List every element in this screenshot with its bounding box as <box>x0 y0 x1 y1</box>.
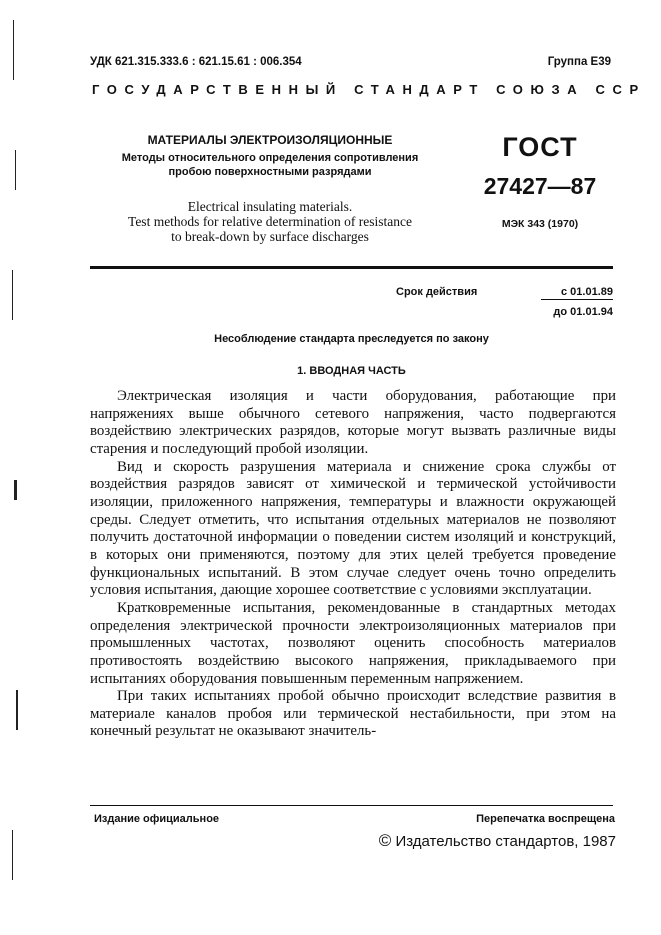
state-standard-banner: ГОСУДАРСТВЕННЫЙ СТАНДАРТ СОЮЗА ССР <box>92 82 646 97</box>
scan-edge-mark <box>12 270 13 320</box>
paragraph: Вид и скорость разрушения материала и снижение срока службы от воздействия разрядов зависят от химической и термической устойчивости изоляции, приложенного напряжения, температуры и влажности окружающей среды. Следует отметить, что испытания отдельных материалов не позволяют получить достаточной информации о поведении систем изоляций и конструкций, в которых они применяются, поэтому для этих целей требуется проведение функциональных испытаний. В этом случае следует очень точно определить условия испытания, дающие хорошее соответствие с условиями эксплуатации. <box>90 458 616 599</box>
title-ru: МАТЕРИАЛЫ ЭЛЕКТРОИЗОЛЯЦИОННЫЕ <box>147 133 393 147</box>
title-en <box>90 199 450 244</box>
title-block <box>90 133 450 244</box>
gost-label: ГОСТ <box>502 132 578 162</box>
section-title: 1. ВВОДНАЯ ЧАСТЬ <box>297 365 406 377</box>
scan-edge-mark <box>16 690 18 730</box>
paragraph: Электрическая изоляция и части оборудования, работающие при напряжениях выше обычного сетевого напряжения, часто подвергаются воздействию электрических разрядов, которые могут вызвать различные виды старения и последующий пробой изоляции. <box>90 388 616 457</box>
title-en-line: Electrical insulating materials. <box>187 199 353 214</box>
body-text <box>90 388 616 741</box>
copyright <box>379 831 616 851</box>
edition-label: Издание официальное <box>94 813 220 825</box>
validity-label: Срок действия <box>396 286 478 298</box>
group-code: Группа Е39 <box>547 56 611 68</box>
scan-edge-mark <box>12 830 13 880</box>
title-en-line: Test methods for relative determination of resistance <box>128 214 412 229</box>
subtitle-ru-line: пробою поверхностными разрядами <box>168 166 372 178</box>
paragraph: Кратковременные испытания, рекомендованные в стандартных методах определения электрической прочности электроизоляционных материалов при промышленных частотах, позволяют оценить способность материалов противостоять воздействию высокого напряжения, прикладываемого при испытаниях оборудования повышенным переменным напряжением. <box>90 599 616 687</box>
footer-rule <box>90 805 613 806</box>
scan-edge-mark <box>15 150 16 190</box>
header-rule <box>90 266 613 269</box>
udk-code: УДК 621.315.333.6 : 621.15.61 : 006.354 <box>90 56 302 68</box>
paragraph: При таких испытаниях пробой обычно происходит вследствие развития в материале каналов пробоя или термической нестабильности, при этом на конечный результат не оказывают значитель- <box>90 688 616 740</box>
legal-notice: Несоблюдение стандарта преследуется по закону <box>214 333 489 345</box>
iec-reference: МЭК 343 (1970) <box>501 218 579 230</box>
subtitle-ru <box>90 151 450 179</box>
title-en-line: to break-down by surface discharges <box>171 229 369 244</box>
subtitle-ru-line: Методы относительного определения сопротивления <box>121 152 419 164</box>
gost-number: 27427—87 <box>483 173 597 199</box>
scan-edge-mark <box>13 20 14 80</box>
valid-to: до 01.01.94 <box>553 306 613 318</box>
copyright-icon: © <box>378 831 392 850</box>
scan-edge-mark <box>14 480 17 500</box>
reprint-notice: Перепечатка воспрещена <box>476 813 615 825</box>
valid-from: с 01.01.89 <box>541 286 613 300</box>
gost-block <box>470 132 610 230</box>
copyright-text: Издательство стандартов, 1987 <box>395 833 616 850</box>
